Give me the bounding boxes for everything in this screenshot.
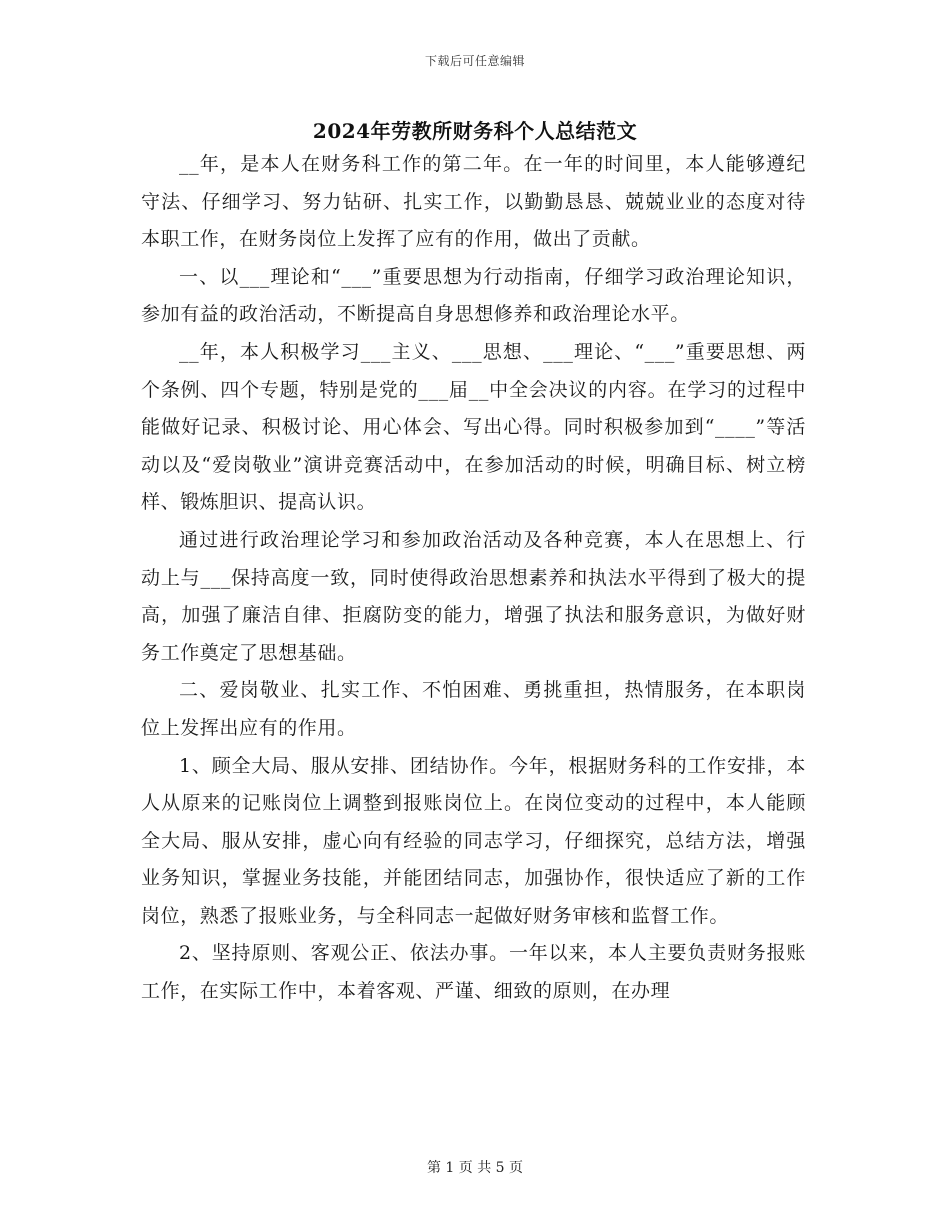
document-body (141, 146, 806, 1011)
page-footer: 第 1 页 共 5 页 (426, 1160, 524, 1176)
document-title: 2024年劳教所财务科个人总结范文 (312, 119, 638, 143)
paragraph-7: 2、坚持原则、客观公正、依法办事。一年以来，本人主要负责财务报账工作，在实际工作中，本着客观、严谨、细致的原则，在办理 (141, 942, 806, 1003)
header-note: 下载后可任意编辑 (424, 54, 525, 68)
paragraph-6: 1、顾全大局、服从安排、团结协作。今年，根据财务科的工作安排，本人从原来的记账岗位上调整到报账岗位上。在岗位变动的过程中，本人能顾全大局、服从安排，虚心向有经验的同志学习，仔细探究，总结方法，增强业务知识，掌握业务技能，并能团结同志，加强协作，很快适应了新的工作岗位，熟悉了报账业务，与全科同志一起做好财务审核和监督工作。 (141, 754, 806, 927)
paragraph-1: __年，是本人在财务科工作的第二年。在一年的时间里，本人能够遵纪守法、仔细学习、努力钻研、扎实工作，以勤勤恳恳、兢兢业业的态度对待本职工作，在财务岗位上发挥了应有的作用，做出了贡献。 (141, 153, 806, 251)
paragraph-2: 一、以___理论和“___”重要思想为行动指南，仔细学习政治理论知识，参加有益的政治活动，不断提高自身思想修养和政治理论水平。 (141, 265, 806, 326)
paragraph-4: 通过进行政治理论学习和参加政治活动及各种竞赛，本人在思想上、行动上与___保持高度一致，同时使得政治思想素养和执法水平得到了极大的提高，加强了廉洁自律、拒腐防变的能力，增强了执法和服务意识，为做好财务工作奠定了思想基础。 (141, 528, 806, 664)
paragraph-3: __年，本人积极学习___主义、___思想、___理论、“___”重要思想、两个条例、四个专题，特别是党的___届__中全会决议的内容。在学习的过程中能做好记录、积极讨论、用心体会、写出心得。同时积极参加到“____”等活动以及“爱岗敬业”演讲竞赛活动中，在参加活动的时候，明确目标、树立榜样、锻炼胆识、提高认识。 (141, 340, 806, 514)
paragraph-5: 二、爱岗敬业、扎实工作、不怕困难、勇挑重担，热情服务，在本职岗位上发挥出应有的作用。 (141, 679, 806, 739)
